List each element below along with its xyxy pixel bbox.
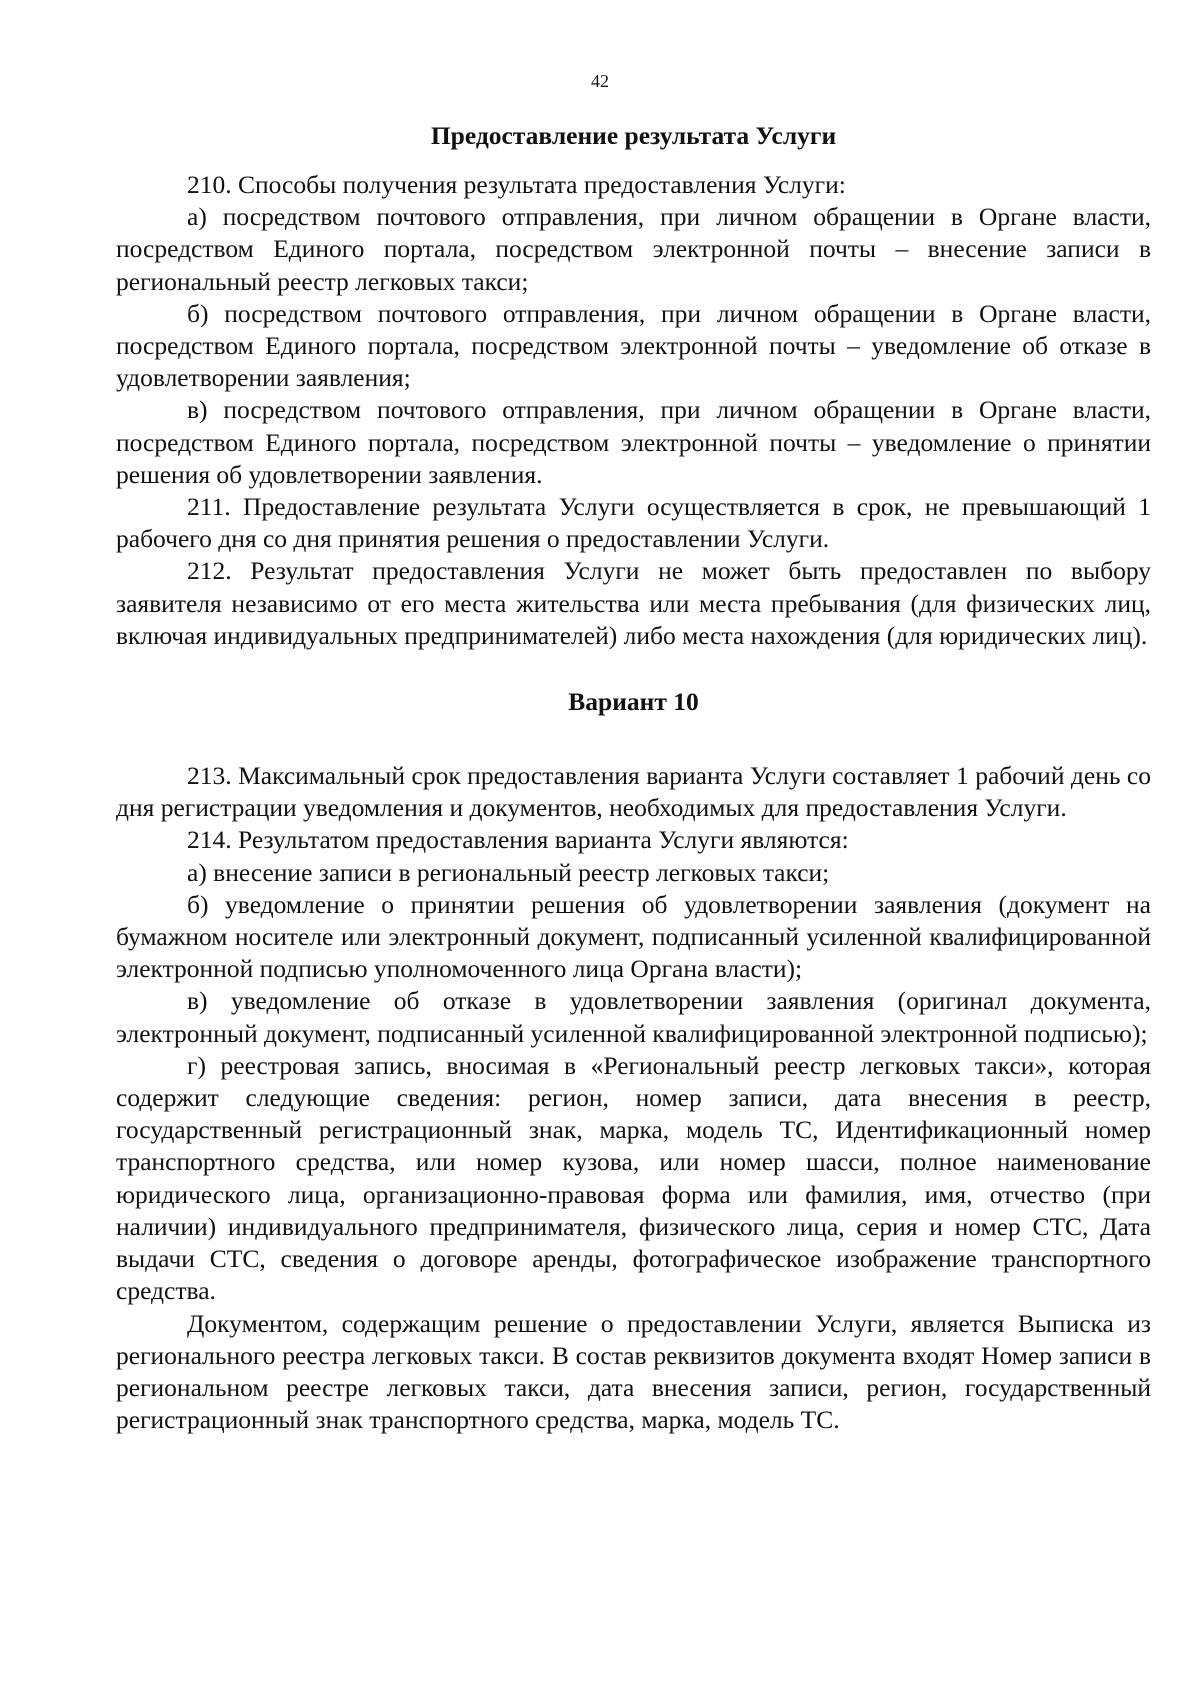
paragraph-210: 210. Способы получения результата предоставления Услуги:	[187, 170, 846, 199]
section-heading-result: Предоставление результата Услуги	[430, 121, 837, 150]
paragraph-214-g: г) реестровая запись, вносимая в «Региональный реестр легковых такси», которая содержит следующие сведения: регион, номер записи, дата внесения в реестр, государственный регистрационный знак, марка, модель ТС, Идентификационный номер транспортного средства, или номер кузова, или номер шасси, полное наименование юридического лица, организационно-правовая форма или фамилия, имя, отчество (при наличии) индивидуального предпринимателя, физического лица, серия и номер СТС, Дата выдачи СТС, сведения о договоре аренды, фотографическое изображение транспортного средства.	[116, 1050, 1151, 1306]
paragraph-212: 212. Результат предоставления Услуги не может быть предоставлен по выбору заявителя независимо от его места жительства или места пребывания (для физических лиц, включая индивидуальных предпринимателей) либо места нахождения (для юридических лиц).	[116, 556, 1151, 650]
section-heading-variant-10: Вариант 10	[568, 687, 699, 717]
paragraph-213: 213. Максимальный срок предоставления варианта Услуги составляет 1 рабочий день со дня регистрации уведомления и документов, необходимых для предоставления Услуги.	[116, 761, 1151, 823]
paragraph-214-a: а) внесение записи в региональный реестр легковых такси;	[187, 857, 830, 887]
paragraph-214-v: в) уведомление об отказе в удовлетворении заявления (оригинал документа, электронный документ, подписанный усиленной квалифицированной электронной подписью);	[116, 986, 1151, 1048]
page-number: 42	[591, 71, 609, 91]
paragraph-210-a: а) посредством почтового отправления, при личном обращении в Органе власти, посредством Единого портала, посредством электронной почты – внесение записи в региональный реестр легковых такси;	[116, 202, 1151, 296]
paragraph-decision-document: Документом, содержащим решение о предоставлении Услуги, является Выписка из регионального реестра легковых такси. В состав реквизитов документа входят Номер записи в региональном реестре легковых такси, дата внесения записи, регион, государственный регистрационный знак транспортного средства, марка, модель ТС.	[116, 1308, 1151, 1435]
paragraph-214: 214. Результатом предоставления варианта Услуги являются:	[187, 825, 849, 855]
paragraph-214-b: б) уведомление о принятии решения об удовлетворении заявления (документ на бумажном носителе или электронный документ, подписанный усиленной квалифицированной электронной подписью уполномоченного лица Органа власти);	[116, 889, 1151, 984]
paragraph-210-v: в) посредством почтового отправления, при личном обращении в Органе власти, посредством Единого портала, посредством электронной почты – уведомление о принятии решения об удовлетворении заявления.	[116, 395, 1151, 489]
paragraph-211: 211. Предоставление результата Услуги осуществляется в срок, не превышающий 1 рабочего дня со дня принятия решения о предоставлении Услуги.	[116, 492, 1151, 554]
document-body	[116, 120, 1151, 1436]
paragraph-210-b: б) посредством почтового отправления, при личном обращении в Органе власти, посредством Единого портала, посредством электронной почты – уведомление об отказе в удовлетворении заявления;	[116, 298, 1151, 393]
